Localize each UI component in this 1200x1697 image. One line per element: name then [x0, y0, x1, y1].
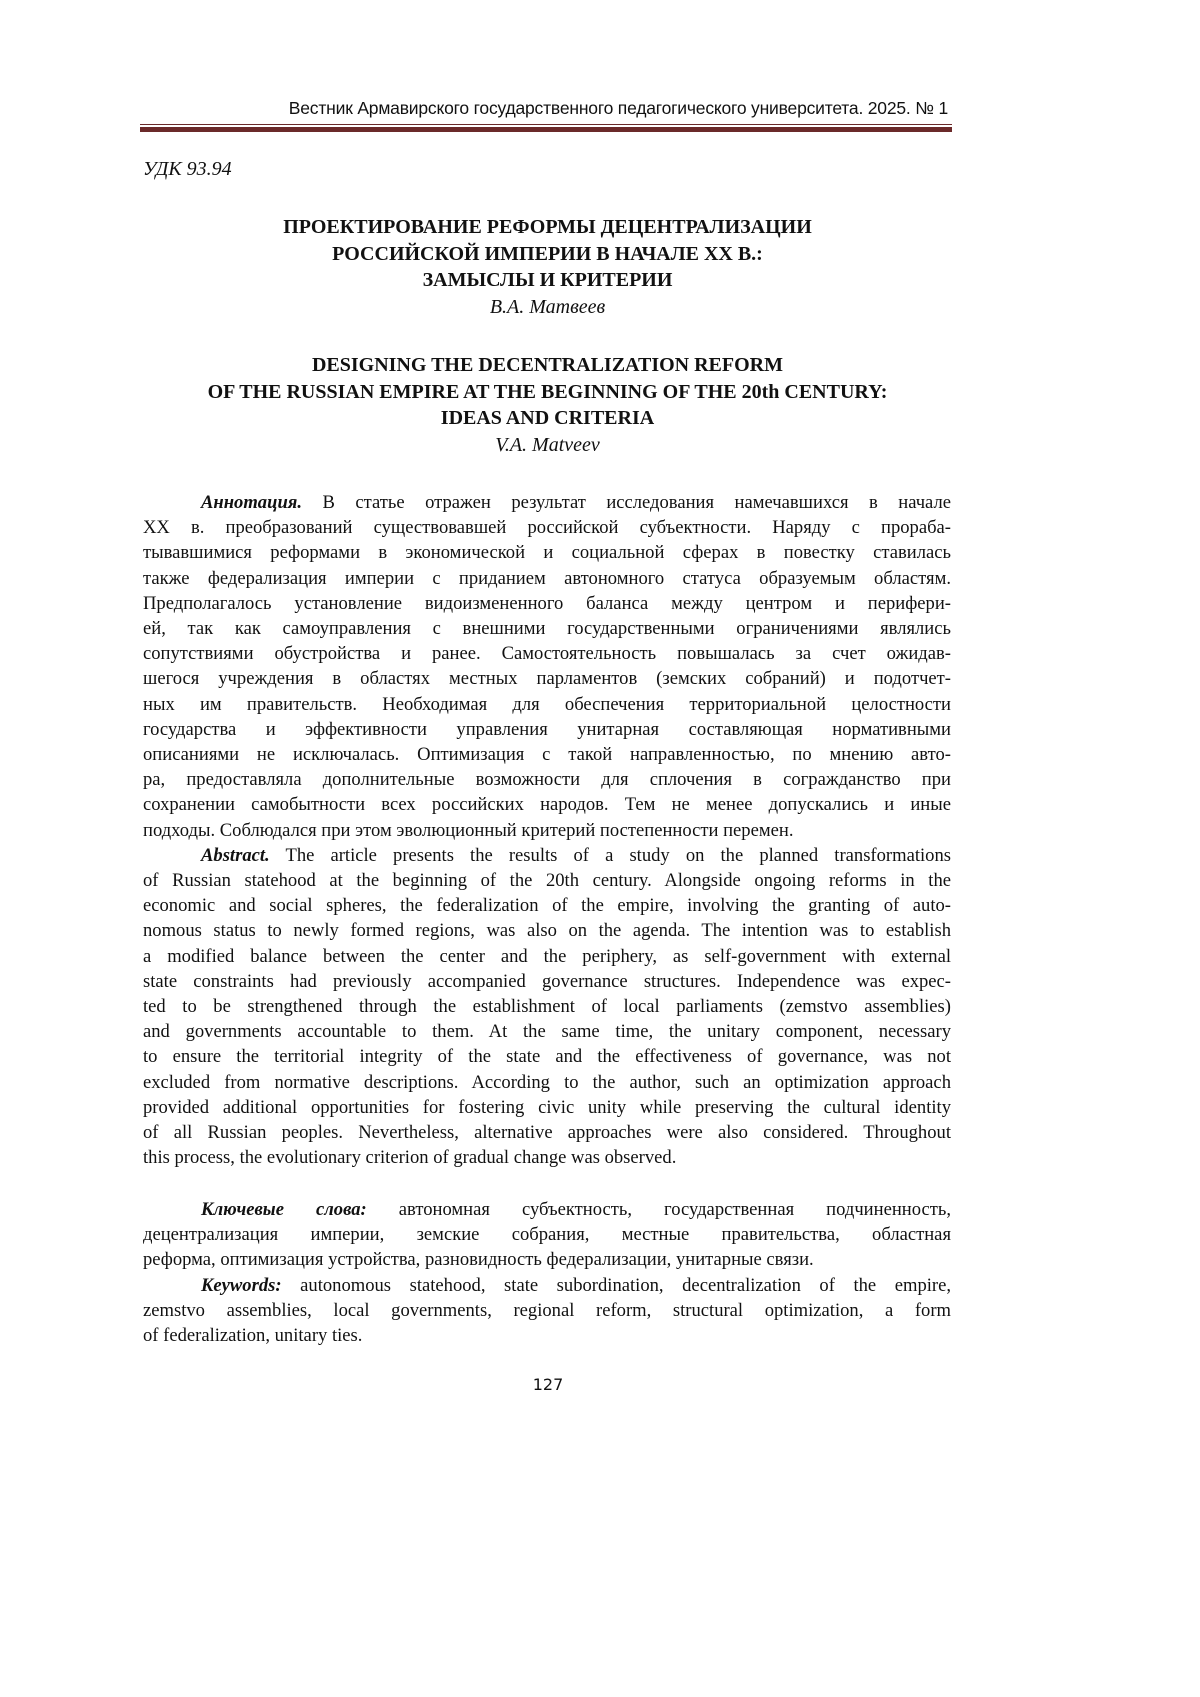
text-line: [143, 616, 951, 641]
text-line: [143, 742, 951, 767]
text-line: [143, 994, 951, 1019]
line-text: тывавшимися реформами в экономической и социальной сферах в повестку ставилась: [143, 542, 951, 563]
line-text: также федерализация империи с приданием автономного статуса образуемым областям.: [143, 568, 951, 589]
text-line: [143, 1197, 951, 1222]
text-line: [143, 893, 951, 918]
section-label: Abstract.: [201, 845, 270, 866]
text-line: [143, 717, 951, 742]
abstract-en: [143, 843, 951, 1171]
line-text: nomous status to newly formed regions, was also on the agenda. The intention was to establish: [143, 920, 951, 941]
line-text: a modified balance between the center and the periphery, as self-government with external: [143, 946, 951, 967]
line-text: XX в. преобразований существовавшей российской субъектности. Наряду с прораба-: [143, 517, 951, 538]
journal-header: Вестник Армавирского государственного педагогического университета. 2025. № 1: [140, 98, 948, 119]
title-line: DESIGNING THE DECENTRALIZATION REFORM: [140, 352, 955, 379]
title-line: РОССИЙСКОЙ ИМПЕРИИ В НАЧАЛЕ XX В.:: [140, 241, 955, 268]
line-text: подходы. Соблюдался при этом эволюционный критерий постепенности перемен.: [143, 820, 793, 841]
text-line: [143, 566, 951, 591]
line-text: ted to be strengthened through the establishment of local parliaments (zemstvo assemblies): [143, 996, 951, 1017]
title-line: ПРОЕКТИРОВАНИЕ РЕФОРМЫ ДЕЦЕНТРАЛИЗАЦИИ: [140, 214, 955, 241]
text-line: [143, 1247, 951, 1272]
line-text: zemstvo assemblies, local governments, regional reform, structural optimization, a form: [143, 1300, 951, 1321]
section-label: Аннотация.: [201, 492, 302, 513]
text-line: [143, 641, 951, 666]
text-line: [143, 515, 951, 540]
title-line: ЗАМЫСЛЫ И КРИТЕРИИ: [140, 267, 955, 294]
keywords-en: [143, 1273, 951, 1349]
page-number: 127: [0, 1375, 1096, 1394]
line-text: ей, так как самоуправления с внешними государственными ограничениями являлись: [143, 618, 951, 639]
text-line: [143, 969, 951, 994]
text-line: [143, 843, 951, 868]
text-line: [143, 1222, 951, 1247]
line-text: of Russian statehood at the beginning of the 20th century. Alongside ongoing reforms in the: [143, 870, 951, 891]
text-line: [143, 1019, 951, 1044]
line-text: описаниями не исключалась. Оптимизация с такой направленностью, по мнению авто-: [143, 744, 951, 765]
line-text: децентрализация империи, земские собрания, местные правительства, областная: [143, 1224, 951, 1245]
line-text: автономная субъектность, государственная подчиненность,: [399, 1199, 951, 1220]
line-text: Предполагалось установление видоизмененного баланса между центром и перифери-: [143, 593, 951, 614]
text-line: [143, 490, 951, 515]
text-line: [143, 591, 951, 616]
text-line: [143, 1298, 951, 1323]
author-ru: В.А. Матвеев: [140, 294, 955, 321]
text-line: [143, 767, 951, 792]
author-en: V.A. Matveev: [140, 432, 955, 459]
line-text: economic and social spheres, the federalization of the empire, involving the granting of auto-: [143, 895, 951, 916]
text-line: [143, 540, 951, 565]
text-line: [143, 918, 951, 943]
text-line: [143, 1120, 951, 1145]
text-line: [143, 692, 951, 717]
line-text: The article presents the results of a study on the planned transformations: [285, 845, 951, 866]
text-line: [143, 944, 951, 969]
udk-code: УДК 93.94: [143, 158, 232, 181]
text-line: [143, 1070, 951, 1095]
text-line: [143, 1044, 951, 1069]
line-text: excluded from normative descriptions. According to the author, such an optimization approach: [143, 1072, 951, 1093]
text-line: [143, 1145, 951, 1170]
line-text: ных им правительств. Необходимая для обеспечения территориальной целостности: [143, 694, 951, 715]
keywords-ru: [143, 1197, 951, 1273]
abstracts: [143, 490, 951, 1170]
title-line: IDEAS AND CRITERIA: [140, 405, 955, 432]
line-text: реформа, оптимизация устройства, разновидность федерализации, унитарные связи.: [143, 1249, 814, 1270]
line-text: В статье отражен результат исследования намечавшихся в начале: [323, 492, 952, 513]
line-text: of federalization, unitary ties.: [143, 1325, 362, 1346]
text-line: [143, 792, 951, 817]
line-text: state constraints had previously accompanied governance structures. Independence was expec-: [143, 971, 951, 992]
annotation-ru: [143, 490, 951, 843]
text-line: [143, 1323, 951, 1348]
text-line: [143, 818, 951, 843]
line-text: ра, предоставляла дополнительные возможности для сплочения в согражданство при: [143, 769, 951, 790]
line-text: provided additional opportunities for fostering civic unity while preserving the cultural identity: [143, 1097, 951, 1118]
text-line: [143, 868, 951, 893]
line-text: to ensure the territorial integrity of the state and the effectiveness of governance, was not: [143, 1046, 951, 1067]
line-text: сохранении самобытности всех российских народов. Тем не менее допускались и иные: [143, 794, 951, 815]
line-text: and governments accountable to them. At the same time, the unitary component, necessary: [143, 1021, 951, 1042]
header-rule-thick: [140, 127, 952, 132]
title-line: OF THE RUSSIAN EMPIRE AT THE BEGINNING OF THE 20th CENTURY:: [140, 379, 955, 406]
title-ru: [140, 214, 955, 320]
line-text: this process, the evolutionary criterion of gradual change was observed.: [143, 1147, 676, 1168]
section-label: Ключевые слова:: [201, 1199, 367, 1220]
section-label: Keywords:: [201, 1275, 282, 1296]
text-line: [143, 666, 951, 691]
title-en: [140, 352, 955, 458]
line-text: шегося учреждения в областях местных парламентов (земских собраний) и подотчет-: [143, 668, 951, 689]
header-rule-thin: [140, 124, 952, 125]
line-text: autonomous statehood, state subordination, decentralization of the empire,: [300, 1275, 951, 1296]
keywords-block: [143, 1197, 951, 1348]
line-text: of all Russian peoples. Nevertheless, alternative approaches were also considered. Throughout: [143, 1122, 951, 1143]
text-line: [143, 1273, 951, 1298]
line-text: государства и эффективности управления унитарная составляющая нормативными: [143, 719, 951, 740]
line-text: сопутствиями обустройства и ранее. Самостоятельность повышалась за счет ожидав-: [143, 643, 951, 664]
text-line: [143, 1095, 951, 1120]
